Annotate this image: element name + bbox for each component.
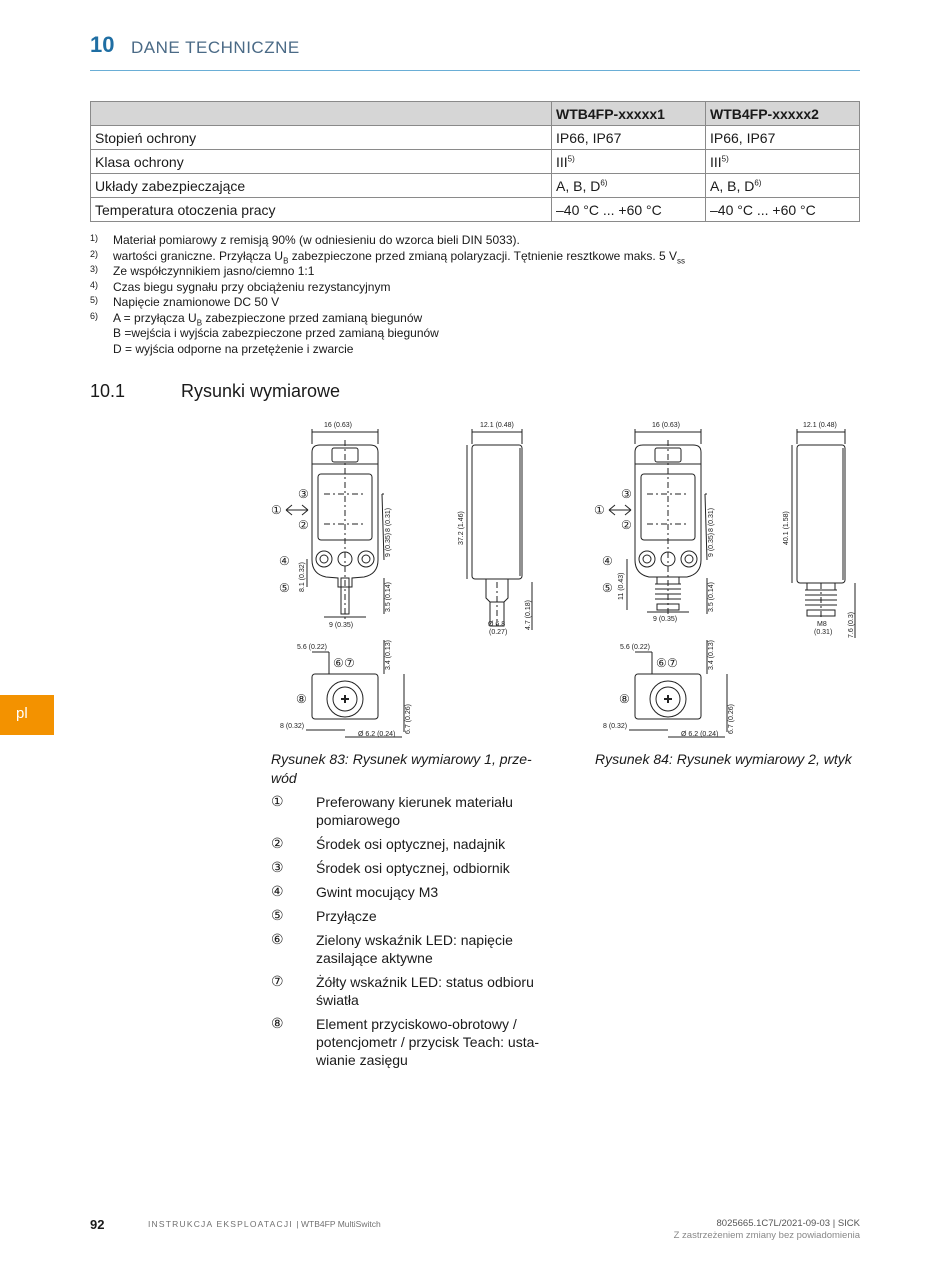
dimension-drawing-1 bbox=[262, 412, 542, 744]
legend-item: ⑥ Zielony wskaźnik LED: napięcie zasilające aktywne bbox=[271, 931, 513, 966]
legend-item: ④ Gwint mocujący M3 bbox=[271, 883, 439, 900]
svg-text:⑤: ⑤ bbox=[279, 581, 290, 595]
row-label: Stopień ochrony bbox=[91, 126, 552, 150]
svg-text:④: ④ bbox=[602, 554, 613, 568]
svg-text:⑤: ⑤ bbox=[602, 581, 613, 595]
svg-text:Ø 6.8: Ø 6.8 bbox=[488, 621, 506, 628]
svg-text:M8: M8 bbox=[817, 621, 827, 628]
figure-1-caption: Rysunek 83: Rysunek wymiarowy 1, prze- wód bbox=[271, 751, 532, 786]
row-label: Układy zabezpieczające bbox=[91, 174, 552, 198]
language-tab: pl bbox=[0, 695, 54, 735]
svg-text:9 (0.35): 9 (0.35) bbox=[385, 532, 392, 557]
chapter-title: DANE TECHNICZNE bbox=[131, 38, 300, 57]
svg-text:12.1 (0.48): 12.1 (0.48) bbox=[480, 422, 514, 429]
table-row bbox=[91, 198, 860, 222]
svg-text:②: ② bbox=[621, 518, 632, 532]
svg-text:16 (0.63): 16 (0.63) bbox=[324, 422, 353, 429]
svg-text:8 (0.32): 8 (0.32) bbox=[280, 723, 305, 730]
page-number: 92 bbox=[90, 1217, 105, 1232]
svg-text:8 (0.31): 8 (0.31) bbox=[385, 507, 392, 532]
svg-text:3.4 (0.13): 3.4 (0.13) bbox=[708, 640, 715, 670]
svg-text:③: ③ bbox=[621, 487, 632, 501]
svg-text:①: ① bbox=[271, 503, 282, 517]
legend-item: ② Środek osi optycznej, nadajnik bbox=[271, 835, 506, 852]
legend-item: ⑤ Przyłącze bbox=[271, 907, 377, 924]
footer-document-id: 8025665.1C7L/2021-09-03 | SICK bbox=[716, 1218, 860, 1229]
row-label: Temperatura otoczenia pracy bbox=[91, 198, 552, 222]
section-number: 10.1 bbox=[90, 381, 126, 401]
table-row bbox=[91, 126, 860, 150]
table-header-row bbox=[91, 102, 860, 126]
svg-text:⑦: ⑦ bbox=[344, 656, 355, 670]
svg-text:3.5 (0.14): 3.5 (0.14) bbox=[385, 582, 392, 612]
svg-text:3.4 (0.13): 3.4 (0.13) bbox=[385, 640, 392, 670]
cell-value: –40 °C ... +60 °C bbox=[706, 198, 860, 222]
svg-text:⑦: ⑦ bbox=[667, 656, 678, 670]
svg-text:④: ④ bbox=[279, 554, 290, 568]
svg-text:8.1 (0.32): 8.1 (0.32) bbox=[299, 562, 306, 592]
cell-value: IP66, IP67 bbox=[706, 126, 860, 150]
row-label: Klasa ochrony bbox=[91, 150, 552, 174]
legend-item: ⑦ Żółty wskaźnik LED: status odbioru światła bbox=[271, 973, 534, 1008]
svg-text:3.5 (0.14): 3.5 (0.14) bbox=[708, 582, 715, 612]
svg-text:8 (0.31): 8 (0.31) bbox=[708, 507, 715, 532]
dimension-drawing-2 bbox=[585, 412, 865, 744]
spec-table bbox=[90, 101, 860, 222]
svg-text:9 (0.35): 9 (0.35) bbox=[653, 616, 678, 623]
svg-text:⑥: ⑥ bbox=[656, 656, 667, 670]
svg-text:9 (0.35): 9 (0.35) bbox=[708, 532, 715, 557]
svg-text:(0.31): (0.31) bbox=[814, 629, 833, 636]
svg-text:5.6 (0.22): 5.6 (0.22) bbox=[297, 644, 327, 651]
footer-notice: Z zastrzeżeniem zmiany bez powiadomienia bbox=[673, 1230, 860, 1241]
cell-value: IP66, IP67 bbox=[552, 126, 706, 150]
svg-text:5.6 (0.22): 5.6 (0.22) bbox=[620, 644, 650, 651]
legend-item: ⑧ Element przyciskowo-obrotowy / potencjometr / przycisk Teach: ustawianie zasięgu bbox=[271, 1015, 540, 1068]
svg-text:Ø 6.2 (0.24): Ø 6.2 (0.24) bbox=[681, 731, 719, 738]
svg-text:6.7 (0.26): 6.7 (0.26) bbox=[728, 704, 735, 734]
cell-value: –40 °C ... +60 °C bbox=[552, 198, 706, 222]
cell-value: A, B, $D^{6)}$ bbox=[552, 174, 706, 198]
svg-text:Ø 6.2 (0.24): Ø 6.2 (0.24) bbox=[358, 731, 396, 738]
table-row bbox=[91, 174, 860, 198]
svg-text:(0.27): (0.27) bbox=[489, 629, 508, 636]
footer-document-title: INSTRUKCJA EKSPLOATACJI | WTB4FP MultiSwitch bbox=[148, 1219, 381, 1229]
legend-list bbox=[271, 793, 541, 1075]
cell-value: III$^{5)}$ bbox=[706, 150, 860, 174]
section-title: Rysunki wymiarowe bbox=[181, 381, 341, 401]
table-header-cell bbox=[91, 102, 552, 126]
svg-text:9 (0.35): 9 (0.35) bbox=[329, 622, 354, 629]
page-header bbox=[90, 30, 860, 71]
legend-item: ③ Środek osi optycznej, odbiornik bbox=[271, 859, 510, 876]
svg-text:4.7 (0.18): 4.7 (0.18) bbox=[525, 600, 532, 630]
svg-text:6.7 (0.26): 6.7 (0.26) bbox=[405, 704, 412, 734]
svg-text:⑥: ⑥ bbox=[333, 656, 344, 670]
cell-value: III$^{5)}$ bbox=[552, 150, 706, 174]
svg-text:⑧: ⑧ bbox=[619, 692, 630, 706]
svg-text:8 (0.32): 8 (0.32) bbox=[603, 723, 628, 730]
svg-text:12.1 (0.48): 12.1 (0.48) bbox=[803, 422, 837, 429]
svg-text:37.2 (1.46): 37.2 (1.46) bbox=[458, 511, 465, 545]
svg-text:⑧: ⑧ bbox=[296, 692, 307, 706]
figure-2-caption: Rysunek 84: Rysunek wymiarowy 2, wtyk bbox=[595, 751, 852, 767]
svg-text:40.1 (1.58): 40.1 (1.58) bbox=[783, 511, 790, 545]
legend-item: ① Preferowany kierunek materiału pomiarowego bbox=[271, 793, 513, 828]
svg-text:16 (0.63): 16 (0.63) bbox=[652, 422, 681, 429]
svg-text:②: ② bbox=[298, 518, 309, 532]
table-row bbox=[91, 150, 860, 174]
svg-text:11 (0.43): 11 (0.43) bbox=[618, 572, 625, 600]
chapter-number: 10 bbox=[90, 32, 115, 57]
svg-text:①: ① bbox=[594, 503, 605, 517]
cell-value: A, B, $D^{6)}$ bbox=[706, 174, 860, 198]
svg-text:7.6 (0.3): 7.6 (0.3) bbox=[848, 611, 855, 638]
table-header-cell: WTB4FP-xxxxx2 bbox=[706, 102, 860, 126]
svg-text:③: ③ bbox=[298, 487, 309, 501]
table-header-cell: WTB4FP-xxxxx1 bbox=[552, 102, 706, 126]
